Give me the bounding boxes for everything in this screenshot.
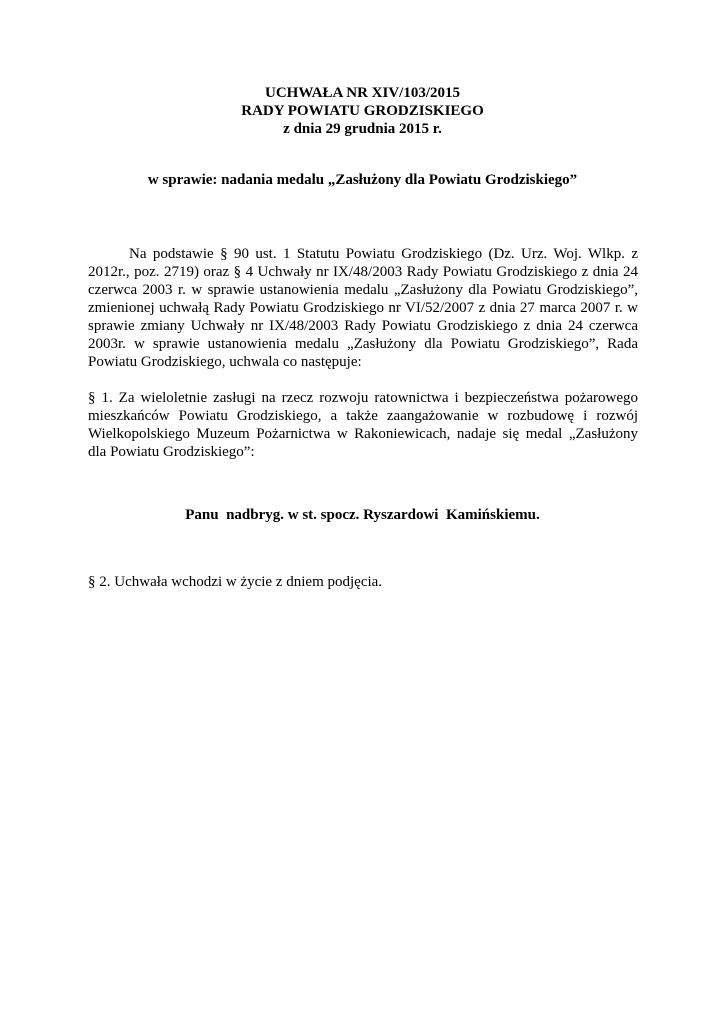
resolution-number: UCHWAŁA NR XIV/103/2015 bbox=[264, 85, 460, 101]
legal-basis-preamble: Na podstawie § 90 ust. 1 Statutu Powiatu Grodziskiego (Dz. Urz. Woj. Wlkp. z 2012r., poz. 2719) oraz § 4 Uchwały nr IX/48/2003 Rady Powiatu Grodziskiego z dnia 24 czerwca 2003 r. w sprawie ustanowienia medalu „Zasłużony dla Powiatu Grodziskiego”, zmienionej uchwałą Rady Powiatu Grodziskiego nr VI/52/2007 z dnia 27 marca 2007 r. w sprawie zmiany Uchwały nr IX/48/2003 Rady Powiatu Grodziskiego z dnia 24 czerwca 2003r. w sprawie ustanowienia medalu „Zasłużony dla Powiatu Grodziskiego”, Rada Powiatu Grodziskiego, uchwala co następuje: bbox=[88, 246, 638, 370]
resolution-date: z dnia 29 grudnia 2015 r. bbox=[283, 121, 442, 137]
resolution-subject: w sprawie: nadania medalu „Zasłużony dla Powiatu Grodziskiego” bbox=[147, 172, 578, 188]
section-2-paragraph: § 2. Uchwała wchodzi w życie z dniem podjęcia. bbox=[88, 574, 383, 590]
issuing-body: RADY POWIATU GRODZISKIEGO bbox=[241, 103, 484, 119]
section-1-paragraph: § 1. Za wieloletnie zasługi na rzecz rozwoju ratownictwa i bezpieczeństwa pożarowego mieszkańców Powiatu Grodziskiego, a także zaangażowanie w rozbudowę i rozwój Wielkopolskiego Muzeum Pożarnictwa w Rakoniewicach, nadaje się medal „Zasłużony dla Powiatu Grodziskiego”: bbox=[88, 390, 638, 460]
medal-recipient: Panu nadbryg. w st. spocz. Ryszardowi Kamińskiemu. bbox=[185, 507, 540, 523]
resolution-header bbox=[0, 84, 725, 138]
